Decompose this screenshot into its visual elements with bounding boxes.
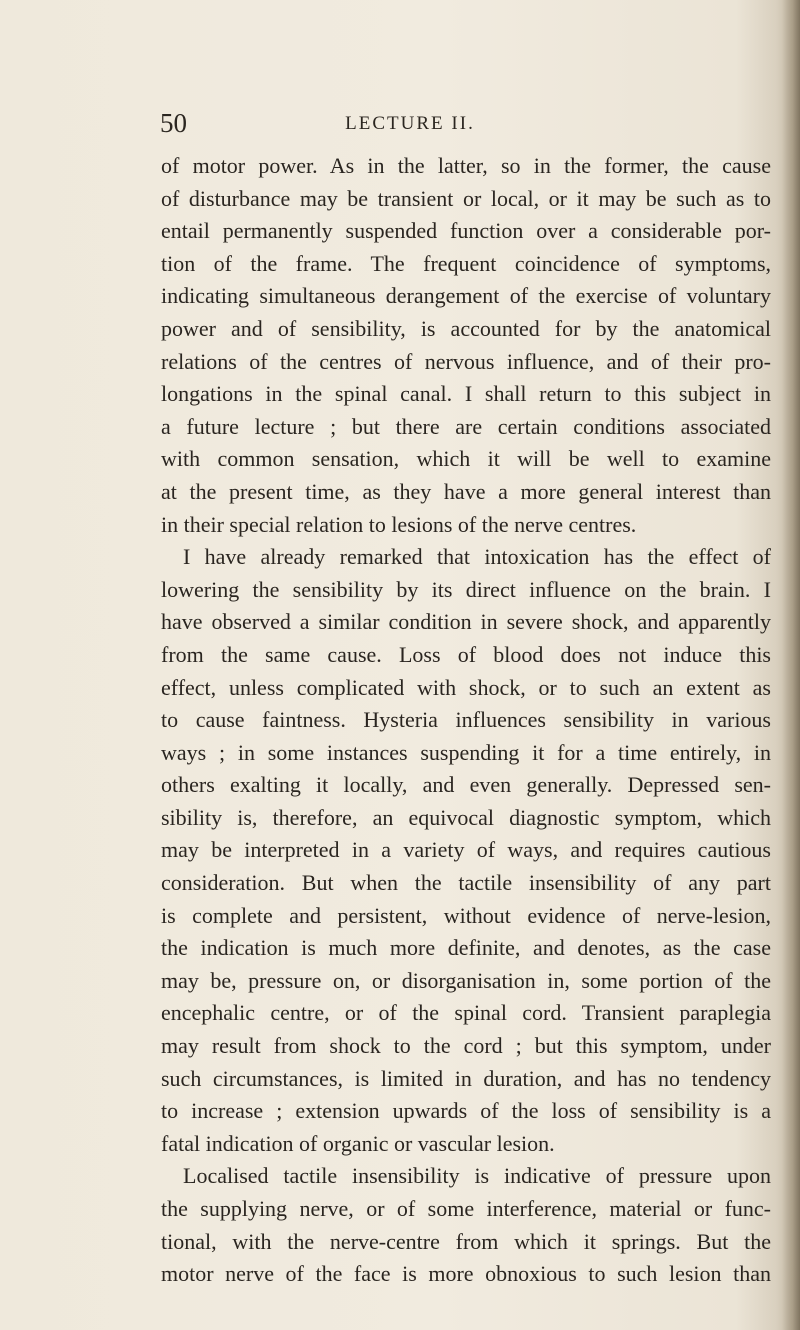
text-line: to increase ; extension upwards of the loss of sensibility is a [161, 1098, 771, 1124]
page-header [0, 108, 800, 138]
text-line: may be, pressure on, or disorganisation in, some portion of the [161, 967, 771, 993]
text-line: power and of sensibility, is accounted for by the anatomical [161, 315, 771, 341]
text-line: of disturbance may be transient or local, or it may be such as to [161, 185, 771, 211]
text-line: of motor power. As in the latter, so in the former, the cause [161, 153, 771, 178]
text-line: may result from shock to the cord ; but this symptom, under [161, 1033, 771, 1059]
running-head: LECTURE II. [345, 113, 475, 134]
text-line: motor nerve of the face is more obnoxious to such lesion than [161, 1261, 771, 1287]
text-line: have observed a similar condition in severe shock, and apparently [161, 609, 771, 635]
text-line: tional, with the nerve-centre from which it springs. But the [161, 1228, 771, 1254]
text-line: fatal indication of organic or vascular lesion. [161, 1130, 555, 1156]
text-line: effect, unless complicated with shock, or to such an extent as [161, 674, 771, 700]
text-line: is complete and persistent, without evidence of nerve-lesion, [161, 902, 771, 928]
text-line: to cause faintness. Hysteria influences sensibility in various [161, 707, 771, 733]
text-line: longations in the spinal canal. I shall return to this subject in [161, 381, 771, 407]
body-text [161, 150, 771, 1291]
text-line: from the same cause. Loss of blood does not induce this [161, 641, 771, 667]
text-line: in their special relation to lesions of the nerve centres. [161, 511, 637, 537]
text-line: indicating simultaneous derangement of the exercise of voluntary [161, 283, 771, 309]
text-line: sibility is, therefore, an equivocal diagnostic symptom, which [161, 804, 771, 830]
text-line: ways ; in some instances suspending it for a time entirely, in [161, 739, 771, 765]
text-line: I have already remarked that intoxication has the effect of [183, 544, 771, 570]
text-line: at the present time, as they have a more general interest than [161, 478, 771, 504]
text-line: with common sensation, which it will be well to examine [161, 446, 771, 472]
text-line: others exalting it locally, and even generally. Depressed sen- [161, 772, 771, 798]
text-line: entail permanently suspended function over a considerable por- [161, 218, 771, 244]
text-line: relations of the centres of nervous influence, and of their pro- [161, 348, 771, 374]
text-line: tion of the frame. The frequent coincidence of symptoms, [161, 250, 771, 276]
page-number: 50 [160, 108, 187, 138]
text-line: may be interpreted in a variety of ways, and requires cautious [161, 837, 771, 863]
text-line: a future lecture ; but there are certain conditions associated [161, 413, 771, 439]
text-line: encephalic centre, or of the spinal cord. Transient paraplegia [161, 1000, 771, 1026]
text-line: lowering the sensibility by its direct influence on the brain. I [161, 576, 771, 602]
text-line: such circumstances, is limited in duration, and has no tendency [161, 1065, 771, 1091]
text-line: Localised tactile insensibility is indicative of pressure upon [183, 1163, 771, 1189]
text-line: consideration. But when the tactile insensibility of any part [161, 870, 771, 896]
text-line: the indication is much more definite, and denotes, as the case [161, 935, 771, 961]
page-edge-shadow [782, 0, 800, 1330]
text-line: the supplying nerve, or of some interference, material or func- [161, 1196, 771, 1221]
